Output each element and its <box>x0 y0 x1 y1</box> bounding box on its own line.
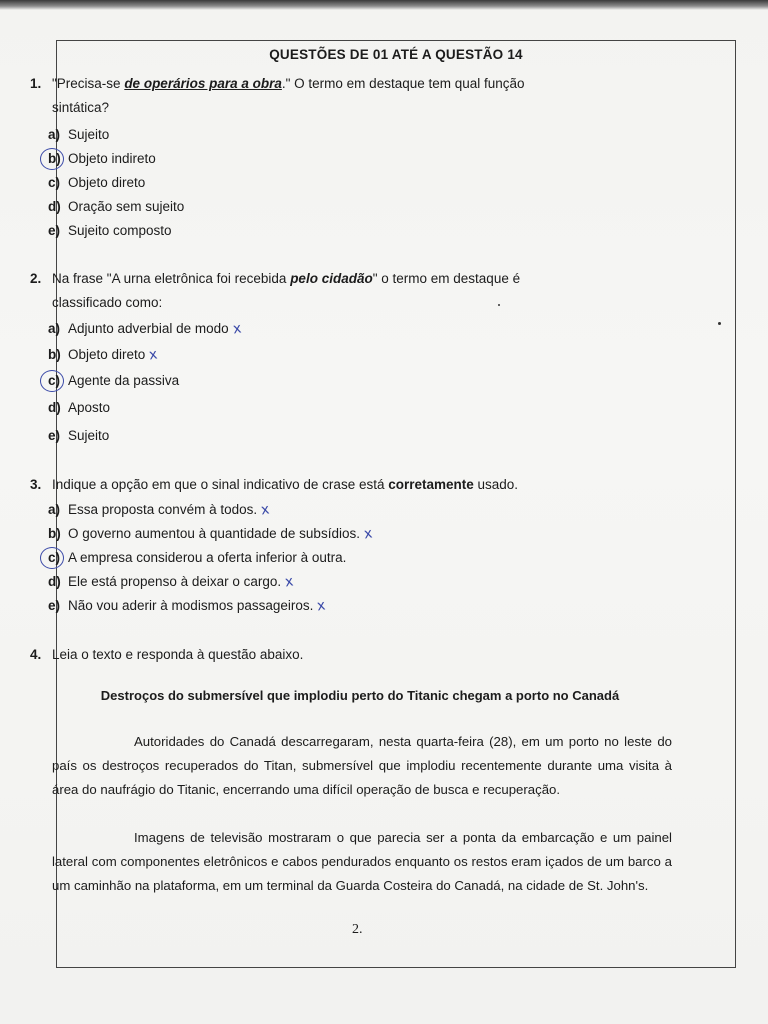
option-2c[interactable]: c) Agente da passiva <box>48 368 241 394</box>
option-1d[interactable]: d) Oração sem sujeito <box>48 199 185 214</box>
option-2d[interactable]: d) Aposto <box>48 400 111 415</box>
option-1e[interactable]: e) Sujeito composto <box>48 223 172 238</box>
question-1: 1. "Precisa-se de operários para a obra." O termo em destaque tem qual função sintática? <box>30 72 525 120</box>
question-3: 3. Indique a opção em que o sinal indicativo de crase está corretamente usado. <box>30 473 518 497</box>
highlighted-term: pelo cidadão <box>290 271 373 286</box>
question-number: 4. <box>30 647 42 662</box>
question-number: 2. <box>30 271 42 286</box>
article-title: Destroços do submersível que implodiu perto do Titanic chegam a porto no Canadá <box>100 688 620 703</box>
question-2: 2. Na frase "A urna eletrônica foi recebida pelo cidadão" o termo em destaque é classificado como: <box>30 267 520 315</box>
article-paragraph-2: Imagens de televisão mostraram o que parecia ser a ponta da embarcação e um painel lateral com componentes eletrônicos e cabos pendurados enquanto os restos eram içados de um barco a um caminhão na plataforma, em um terminal da Guarda Costeira do Canadá, na cidade de St. John's. <box>52 830 672 893</box>
question-number: 1. <box>30 76 42 91</box>
cross-mark-icon: x <box>260 501 271 519</box>
option-1b[interactable]: b) Objeto indireto <box>48 147 184 171</box>
answer-circle-mark <box>40 370 64 392</box>
answer-circle-mark <box>40 148 64 170</box>
cross-mark-icon: x <box>231 320 242 338</box>
cross-mark-icon: x <box>316 597 327 615</box>
option-1c[interactable]: c) Objeto direto <box>48 175 146 190</box>
option-2b[interactable]: b) Objeto direto x <box>48 342 241 368</box>
highlighted-term: corretamente <box>388 477 474 492</box>
question-1-options <box>48 123 184 243</box>
option-3a[interactable]: a) Essa proposta convém à todos. x <box>48 498 372 522</box>
scan-edge <box>0 0 768 10</box>
answer-circle-mark <box>40 547 64 569</box>
option-2e[interactable]: e) Sujeito <box>48 428 110 443</box>
option-3c[interactable]: c) A empresa considerou a oferta inferior à outra. <box>48 546 372 570</box>
question-4: 4. Leia o texto e responda à questão abaixo. <box>30 643 303 667</box>
scan-speck <box>498 304 500 306</box>
cross-mark-icon: x <box>148 346 159 364</box>
scan-speck <box>718 322 721 325</box>
question-3-options <box>48 498 372 618</box>
page-number: 2. <box>352 922 363 937</box>
option-3e[interactable]: e) Não vou aderir à modismos passageiros. x <box>48 594 372 618</box>
option-3b[interactable]: b) O governo aumentou à quantidade de subsídios. x <box>48 522 372 546</box>
option-3d[interactable]: d) Ele está propenso à deixar o cargo. x <box>48 570 372 594</box>
question-2-options <box>48 316 241 450</box>
option-1a[interactable]: a) Sujeito <box>48 127 110 142</box>
question-number: 3. <box>30 477 42 492</box>
highlighted-term: de operários para a obra <box>124 76 282 91</box>
page-title: QUESTÕES DE 01 ATÉ A QUESTÃO 14 <box>269 47 523 62</box>
cross-mark-icon: x <box>362 525 374 543</box>
article-paragraph-1: Autoridades do Canadá descarregaram, nesta quarta-feira (28), em um porto no leste do país os destroços recuperados do Titan, submersível que implodiu recentemente durante uma visita à área do naufrágio do Titanic, encerrando uma difícil operação de busca e recuperação. <box>52 734 672 797</box>
option-2a[interactable]: a) Adjunto adverbial de modo x <box>48 316 241 342</box>
cross-mark-icon: x <box>284 573 295 591</box>
